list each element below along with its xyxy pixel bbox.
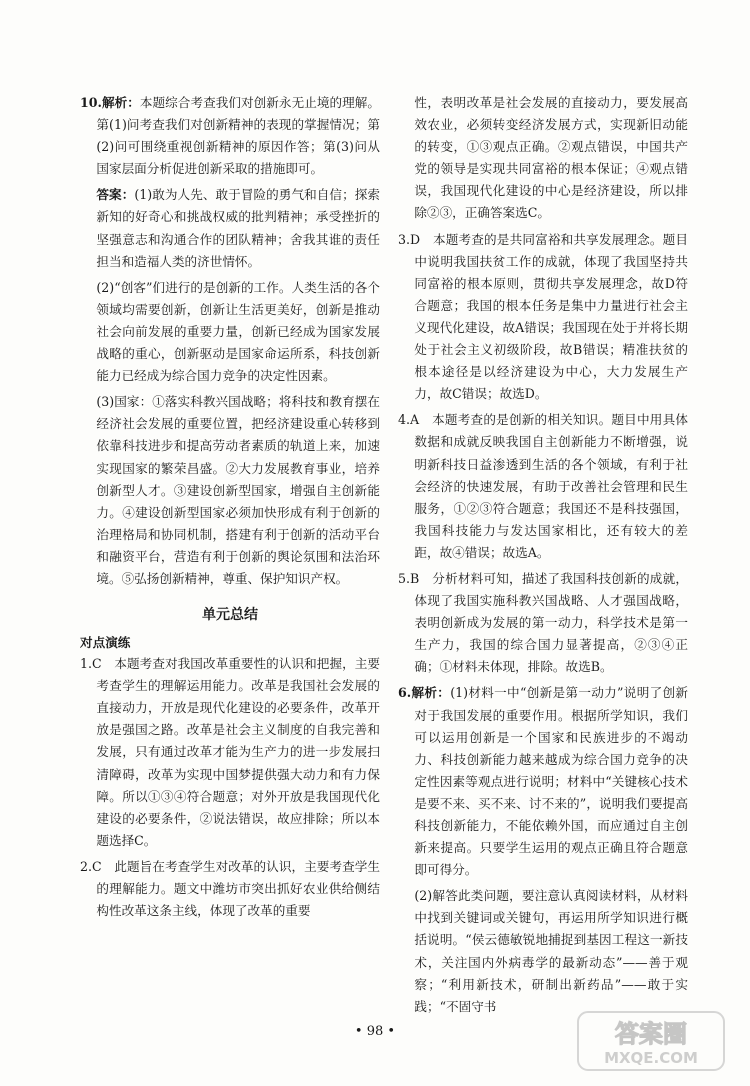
page-number: • 98 • xyxy=(354,1024,396,1039)
question-10-label: 10.解析： xyxy=(80,95,140,110)
right-column xyxy=(398,92,688,1018)
question-6-part-1: (1)材料一中“创新是第一动力”说明了创新对于我国发展的重要作用。根据所学知识，我们可以运用创新是一个国家和民族进步的不竭动力、科技创新能力越来越成为综合国力竞争的决定性因素等观点进行说明；材料中“关键核心技术是要不来、买不来、讨不来的”，说明我们要提高科技创新能力，不能依赖外国，而应通过自主创新来提高。只要学生运用的观点正确且符合题意即可得分。 xyxy=(414,685,689,878)
question-10-text: 本题综合考查我们对创新永无止境的理解。第(1)问考查我们对创新精神的表现的掌握情况；第(2)问可围绕重视创新精神的原因作答；第(3)问从国家层面分析促进创新采取的措施即可。 xyxy=(96,95,381,177)
question-3-answer: 3.D 本题考查的是共同富裕和共享发展理念。题目中说明我国扶贫工作的成就，体现了我国坚持共同富裕的根本原则，贯彻共享发展理念，故D符合题意；我国的根本任务是集中力量进行社会主义现代化建设，故A错误；我国现在处于并将长期处于社会主义初级阶段，故B错误；精准扶贫的根本途径是以经济建设为中心，大力发展生产力，故C错误；故选D。 xyxy=(398,231,688,402)
watermark-site-text: MXQE.COM xyxy=(604,1049,698,1067)
answer-part-1 xyxy=(80,184,380,272)
watermark-logo-text: 答案圈 xyxy=(615,1020,687,1048)
question-10-analysis xyxy=(80,92,380,180)
question-6-label: 6.解析： xyxy=(398,685,451,701)
answer-part-2: (2)“创客”们进行的是创新的工作。人类生活的各个领域均需要创新，创新让生活更美好，创新是推动社会向前发展的重要力量，创新已经成为国家发展战略的重心，创新驱动是国家命运所系，科技创新能力已经成为综合国力竞争的决定性因素。 xyxy=(96,279,380,384)
watermark-logo xyxy=(576,1010,726,1072)
left-column xyxy=(80,92,380,922)
question-6-analysis xyxy=(398,682,688,881)
question-1-answer: 1.C 本题考查对我国改革重要性的认识和把握，主要考查学生的理解运用能力。改革是我国社会发展的直接动力，开放是现代化建设的必要条件，改革开放是强国之路。改革是社会主义制度的自我完善和发展，只有通过改革才能为生产力的进一步发展扫清障碍，改革为实现中国梦提供强大动力和有力保障。所以①③④符合题意；对外开放是我国现代化建设的必要条件，②说法错误，故应排除；所以本题选择C。 xyxy=(80,656,380,848)
answer-part-1-text: (1)敢为人先、敢于冒险的勇气和自信；探索新知的好奇心和挑战权威的批判精神；承受挫折的坚强意志和沟通合作的团队精神；舍我其谁的责任担当和造福人类的济世情怀。 xyxy=(96,187,380,269)
question-6-part-2: (2)解答此类问题，要注意认真阅读材料，从材料中找到关键词或关键句，再运用所学知识进行概括说明。“侯云德敏锐地捕捉到基因工程这一新技术，关注国内外病毒学的最新动态”——善于观察；“利用新技术，研制出新药品”——敢于实践；“不固守书 xyxy=(414,888,688,1014)
answer-label: 答案： xyxy=(96,187,135,203)
question-4-answer: 4.A 本题考查的是创新的相关知识。题目中用具体数据和成就反映我国自主创新能力不断增强，说明新科技日益渗透到生活的各个领域，有利于社会经济的快速发展，有助于改善社会管理和民生服务，①②③符合题意；我国还不是科技强国，我国科技能力与发达国家相比，还有较大的差距，故④错误；故选A。 xyxy=(398,412,688,560)
question-2-answer-start: 2.C 此题旨在考查学生对改革的认识，主要考查学生的理解能力。题文中潍坊市突出抓好农业供给侧结构性改革这条主线，体现了改革的重要 xyxy=(80,858,380,919)
section-title: 单元总结 xyxy=(202,607,258,624)
sub-title: 对点演练 xyxy=(80,635,131,651)
answer-part-3: (3)国家：①落实科教兴国战略；将科技和教育摆在经济社会发展的重要位置，把经济建设重心转移到依靠科技进步和提高劳动者素质的轨道上来，加速实现国家的繁荣昌盛。②大力发展教育事业，培养创新型人才。③建设创新型国家，增强自主创新能力。④建设创新型国家必须加快形成有利于创新的治理格局和协同机制，搭建有利于创新的活动平台和融资平台，营造有利于创新的舆论氛围和法治环境。⑤弘扬创新精神，尊重、保护知识产权。 xyxy=(96,394,380,586)
question-5-answer: 5.B 分析材料可知，描述了我国科技创新的成就，体现了我国实施科教兴国战略、人才强国战略，表明创新成为发展的第一动力，科学技术是第一生产力，我国的综合国力显著提高，②③④正确；①材料未体现，排除。故选B。 xyxy=(398,570,688,675)
question-2-answer-continued: 性，表明改革是社会发展的直接动力，要发展高效农业，必须转变经济发展方式，实现新旧动能的转变，①③观点正确。②观点错误，中国共产党的领导是实现共同富裕的根本保证；④观点错误，我国现代化建设的中心是经济建设，所以排除②③，正确答案选C。 xyxy=(414,95,688,221)
